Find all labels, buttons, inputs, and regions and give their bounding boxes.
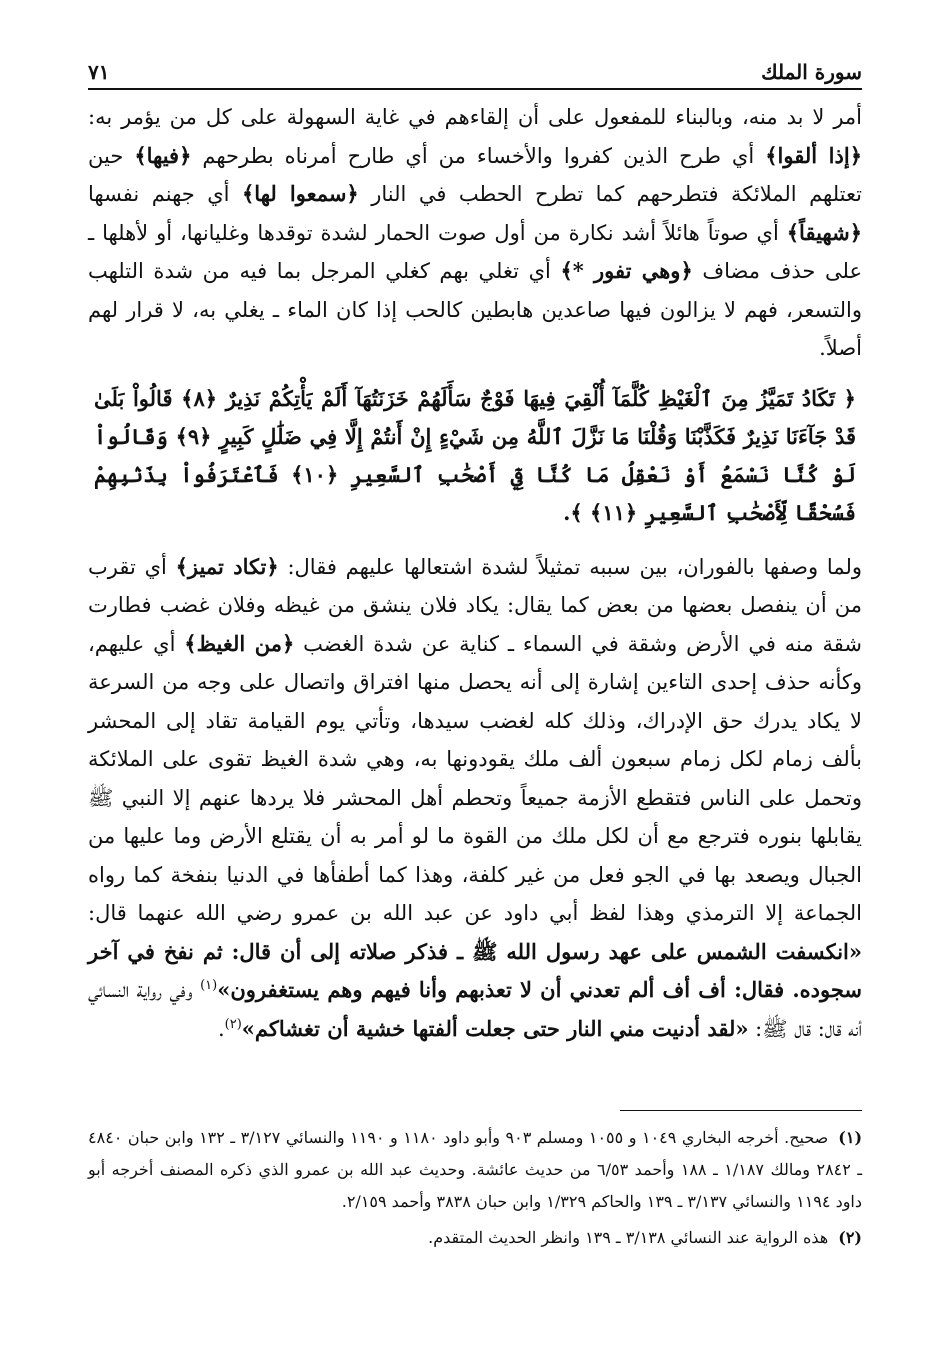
- footnotes: [88, 1122, 862, 1258]
- paragraph-2: [88, 548, 862, 1049]
- verse-11: فَٱعْتَرَفُواْ بِذَنۢبِهِمْ فَسُحْقًا لِّأَصْحَٰبِ ٱلسَّعِيرِ: [94, 461, 856, 525]
- text-segment: أي تغلي بهم كغلي المرجل بما فيه من شدة التلهب والتسعر، فهم لا يزالون فيها صاعدين هابطين كالحب إذا كان الماء ـ يغلي به، لا قرار لهم أصلاً.: [88, 259, 862, 360]
- quran-quote: ﴿وهي تفور *﴾: [560, 258, 693, 283]
- footnote-ref[interactable]: (٢): [224, 1016, 242, 1032]
- text-segment: .: [217, 1016, 225, 1041]
- quran-verses-block: [94, 380, 856, 532]
- footnote-text: صحيح. أخرجه البخاري ١٠٤٩ و ١٠٥٥ ومسلم ٩٠٣ وأبو داود ١١٨٠ و ١١٩٠ والنسائي ٣/١٢٧ ـ ١٣٢ وابن حبان ٤٨٤٠ ـ ٢٨٤٢ ومالك ١/١٨٧ ـ ١٨٨ وأحمد ٦/٥٣ من حديث عائشة. وحديث عبد الله بن عمرو الذي ذكره المصنف أخرجه أبو داود ١١٩٤ والنسائي ٣/١٣٧ ـ ١٣٩ والحاكم ١/٣٢٩ وابن حبان ٣٨٣٨ وأحمد ٢/١٥٩.: [88, 1128, 863, 1211]
- footnote-2: [88, 1222, 862, 1254]
- text-segment: ولما وصفها بالفوران، بين سببه تمثيلاً لشدة اشتعالها عليهم فقال:: [278, 554, 862, 579]
- verse-number-mark: ﴿١١﴾: [590, 499, 638, 525]
- quran-quote: ﴿شهيقاً﴾: [786, 219, 862, 245]
- page-header: [88, 52, 862, 90]
- page-number: ٧١: [88, 60, 110, 84]
- text-segment: حين تعتلهم الملائكة فتطرحهم كما تطرح الحطب في النار: [88, 143, 862, 206]
- footnote-divider: [620, 1110, 862, 1111]
- footnote-ref[interactable]: (١): [200, 978, 218, 993]
- verse-number-mark: ﴿٩﴾: [175, 423, 212, 449]
- quran-quote: ﴿إذا ألقوا﴾: [765, 142, 863, 168]
- quran-quote: ﴿من الغيظ﴾: [184, 630, 295, 656]
- main-text: [88, 98, 862, 1048]
- footnote-text: هذه الرواية عند النسائي ٣/١٣٨ ـ ١٣٩ وانظر الحديث المتقدم.: [428, 1228, 829, 1247]
- quran-block-end: ﴾.: [563, 499, 590, 525]
- text-segment: أي تقرب من أن ينفصل بعضها من بعض كما يقال: يكاد فلان ينشق من غيظه وفلان غضب فطارت شقة منه في الأرض وشقة في السماء ـ كناية عن شدة الغضب: [88, 554, 862, 656]
- surah-title: سورة الملك: [761, 60, 862, 84]
- quran-quote: ﴿فيها﴾: [134, 142, 192, 168]
- text-segment: أي صوتاً هائلاً أشد نكارة من أول صوت الحمار لشدة توقدها وغليانها، أو لأهلها ـ على حذف مضاف: [88, 220, 862, 283]
- text-segment: وفي رواية النسائي أنه قال: قال ﷺ:: [88, 978, 862, 1041]
- verse-number-mark: ﴿٨﴾: [181, 385, 218, 411]
- text-segment: أي عليهم، وكأنه حذف إحدى التاءين إشارة إلى أنه يحصل منها افتراق واتصال على وجه من السرعة لا يكاد يدرك حق الإدراك، وذلك كله لغضب سيدها، وتأتي يوم القيامة تقاد إلى المحشر بألف زمام لكل زمام سبعون ألف ملك يقودونها به، وهي شدة الغيظ تقوى على الملائكة وتحمل على الناس فتقطع الأزمة جميعاً وتحطم أهل المحشر فلا يردها عنهم إلا النبي ﷺ يقابلها بنوره فترجع مع أن لكل ملك من القوة ما لو أمر به أن يقتلع الأرض وما عليها من الجبال ويصعد بها في الجو فعل من غير كلفة، وهذا كما أطفأها في الدنيا بنفخة كما رواه الجماعة إلا الترمذي وهذا لفظ أبي داود عن عبد الله بن عمرو رضي الله عنهما قال:: [88, 631, 862, 925]
- hadith-quote: «انكسفت الشمس على عهد رسول الله ﷺ ـ فذكر صلاته إلى أن قال: ثم نفخ في آخر سجوده. فقال: أف أف ألم تعدني أن لا تعذبهم وأنا فيهم وهم يستغفرون»: [88, 938, 862, 1002]
- footnote-number: (٢): [838, 1228, 862, 1247]
- text-segment: أمر لا بد منه، وبالبناء للمفعول على أن إلقاءهم في غاية السهولة على كل من يؤمر به:: [88, 105, 862, 129]
- paragraph-1: [88, 98, 862, 368]
- quran-quote: ﴿تكاد تميز﴾: [175, 553, 279, 579]
- verse-number-mark: ﴿١٠﴾: [291, 461, 339, 487]
- hadith-quote: «لقد أدنيت مني النار حتى جعلت ألفتها خشية أن تغشاكم»: [241, 1015, 749, 1041]
- verse-10: وَقَالُواْ لَوْ كُنَّا نَسْمَعُ أَوْ نَعْقِلُ مَا كُنَّا فِيٓ أَصْحَٰبِ ٱلسَّعِيرِ: [94, 423, 856, 487]
- quran-quote: ﴿سمعوا لها﴾: [241, 181, 359, 206]
- verse-8: ﴿ تَكَادُ تَمَيَّزُ مِنَ ٱلْغَيْظِ كُلَّمَآ أُلْقِيَ فِيهَا فَوْجٌ سَأَلَهُمْ خَزَنَتُهَآ أَلَمْ يَأْتِكُمْ نَذِيرٌ: [225, 385, 856, 411]
- text-segment: أي جهنم نفسها: [88, 182, 242, 206]
- footnote-1: [88, 1122, 862, 1218]
- verse-9: قَالُواْ بَلَىٰ قَدْ جَآءَنَا نَذِيرٌ فَكَذَّبْنَا وَقُلْنَا مَا نَزَّلَ ٱللَّهُ مِن شَيْءٍ إِنْ أَنتُمْ إِلَّا فِي ضَلَٰلٍ كَبِيرٍ: [94, 385, 857, 449]
- footnote-number: (١): [838, 1128, 863, 1147]
- text-segment: أي طرح الذين كفروا والأخساء من أي طارح أمرناه بطرحهم: [191, 143, 766, 168]
